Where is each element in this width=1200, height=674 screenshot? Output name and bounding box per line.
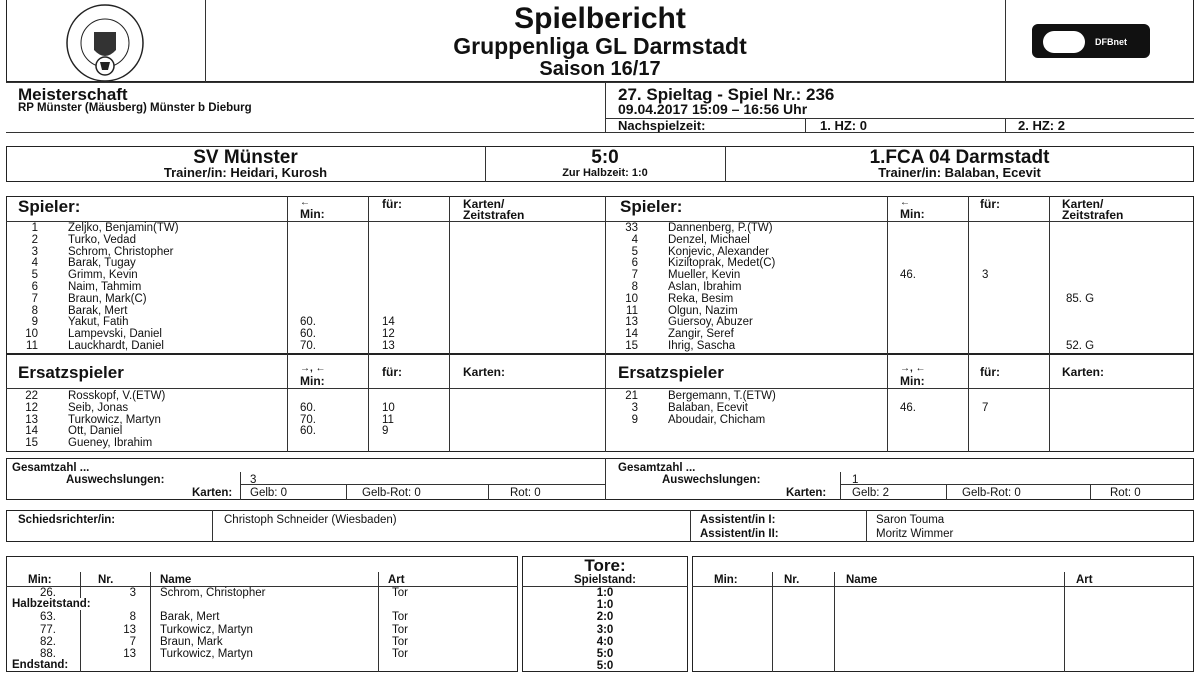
match-datetime: 09.04.2017 15:09 – 16:56 Uhr bbox=[618, 101, 808, 117]
extra-time-hz1: 1. HZ: 0 bbox=[820, 118, 867, 133]
goals-name-header: Name bbox=[160, 574, 192, 586]
player-name: Braun, Mark(C) bbox=[68, 292, 147, 305]
player-number: 12 bbox=[25, 401, 38, 414]
player-name: Zangir, Seref bbox=[668, 328, 734, 341]
players-box bbox=[6, 196, 1194, 354]
player-name: Naim, Tahmim bbox=[68, 281, 142, 293]
player-number: 7 bbox=[31, 292, 38, 305]
player-number: 10 bbox=[25, 328, 38, 341]
goal-minute: 26. bbox=[40, 587, 56, 599]
goal-player-number: 13 bbox=[123, 623, 136, 636]
player-sub-for: 3 bbox=[982, 269, 989, 282]
assistant2-name: Moritz Wimmer bbox=[876, 528, 954, 540]
player-name: Schrom, Christopher bbox=[68, 245, 174, 258]
player-number: 9 bbox=[31, 316, 38, 329]
final-score: 5:0 bbox=[591, 147, 619, 168]
player-number: 13 bbox=[25, 413, 38, 426]
player-name: Lauckhardt, Daniel bbox=[68, 340, 164, 352]
goals-min-header: Min: bbox=[28, 574, 52, 586]
player-number: 11 bbox=[26, 340, 38, 352]
away-subs-count: 1 bbox=[852, 474, 859, 486]
goals-away-min-header: Min: bbox=[714, 574, 738, 586]
player-number: 11 bbox=[626, 304, 638, 317]
player-sub-for: 14 bbox=[382, 316, 395, 329]
home-yellow: Gelb: 0 bbox=[250, 487, 288, 499]
goal-player-name: Schrom, Christopher bbox=[160, 587, 266, 599]
player-sub-minute: 70. bbox=[300, 340, 316, 352]
goal-player-number: 13 bbox=[123, 648, 136, 660]
player-number: 22 bbox=[25, 390, 38, 402]
goal-player-name: Barak, Mert bbox=[160, 611, 220, 624]
player-number: 4 bbox=[631, 233, 638, 246]
player-sub-for: 7 bbox=[982, 401, 989, 414]
away-cards-header-1: Karten/ bbox=[1062, 197, 1104, 211]
player-name: Grimm, Kevin bbox=[68, 269, 138, 282]
goals-score-label: Spielstand: bbox=[574, 574, 636, 586]
home-min-header: Min: bbox=[300, 207, 325, 221]
player-sub-minute: 60. bbox=[300, 401, 316, 414]
season: Saison 16/17 bbox=[539, 58, 661, 80]
goals-away-nr-header: Nr. bbox=[784, 574, 800, 586]
player-number: 6 bbox=[31, 281, 38, 293]
player-name: Reka, Besim bbox=[668, 292, 734, 305]
extra-time-label: Nachspielzeit: bbox=[618, 118, 706, 133]
player-number: 5 bbox=[31, 269, 38, 282]
player-sub-minute: 70. bbox=[300, 413, 316, 426]
away-red: Rot: 0 bbox=[1110, 487, 1141, 499]
goal-player-name: Turkowicz, Martyn bbox=[160, 648, 253, 660]
away-coach: Trainer/in: Balaban, Ecevit bbox=[878, 165, 1041, 180]
player-sub-minute: 60. bbox=[300, 328, 316, 341]
goal-minute: 77. bbox=[40, 623, 56, 636]
goal-score: 2:0 bbox=[596, 611, 614, 624]
player-number: 8 bbox=[31, 304, 38, 317]
goals-nr-header: Nr. bbox=[98, 574, 114, 586]
halftime-label: Halbzeitstand: bbox=[12, 598, 95, 610]
player-cards: 52. G bbox=[1066, 340, 1095, 352]
player-number: 21 bbox=[625, 390, 638, 402]
away-team: 1.FCA 04 Darmstadt bbox=[869, 147, 1050, 168]
assistant1-name: Saron Touma bbox=[876, 514, 945, 526]
player-sub-for: 13 bbox=[382, 340, 395, 352]
away-subs-count-label: Auswechslungen: bbox=[662, 474, 761, 486]
player-name: Kiziltoprak, Medet(C) bbox=[668, 257, 776, 270]
player-number: 3 bbox=[31, 245, 38, 258]
home-subs-cards-header: Karten: bbox=[463, 365, 506, 379]
player-name: Turkowicz, Martyn bbox=[68, 413, 161, 426]
home-subs-min-header: Min: bbox=[300, 374, 325, 388]
home-subs-for-header: für: bbox=[382, 365, 402, 379]
player-number: 15 bbox=[625, 340, 638, 352]
goal-minute: 63. bbox=[40, 611, 56, 624]
goal-type: Tor bbox=[392, 587, 408, 599]
player-name: Denzel, Michael bbox=[668, 233, 750, 246]
extra-time-hz2: 2. HZ: 2 bbox=[1018, 118, 1065, 133]
goals-type-header: Art bbox=[388, 574, 405, 586]
league-name: Gruppenliga GL Darmstadt bbox=[453, 33, 747, 59]
player-name: Seib, Jonas bbox=[68, 401, 129, 414]
assistant2-label: Assistent/in II: bbox=[700, 528, 779, 540]
goal-minute: 88. bbox=[40, 648, 56, 660]
home-subs-count-label: Auswechslungen: bbox=[66, 474, 165, 486]
player-number: 13 bbox=[625, 316, 638, 329]
goals-title: Tore: bbox=[584, 556, 626, 575]
dfbnet-logo: DFBnet bbox=[1032, 24, 1150, 58]
player-number: 10 bbox=[625, 292, 638, 305]
goal-type: Tor bbox=[392, 648, 408, 660]
goal-player-number: 3 bbox=[129, 587, 136, 599]
player-name: Yakut, Fatih bbox=[68, 316, 129, 329]
goal-player-name: Braun, Mark bbox=[160, 635, 223, 648]
player-name: Gueney, Ibrahim bbox=[68, 437, 153, 450]
player-number: 3 bbox=[631, 401, 638, 414]
player-number: 2 bbox=[31, 233, 38, 246]
goal-type: Tor bbox=[392, 635, 408, 648]
player-name: Turko, Vedad bbox=[68, 233, 136, 246]
goal-type: Tor bbox=[392, 611, 408, 624]
player-sub-for: 9 bbox=[382, 425, 389, 438]
goal-score: 1:0 bbox=[596, 587, 614, 599]
goals-away-type-header: Art bbox=[1076, 574, 1093, 586]
goal-player-number: 7 bbox=[129, 635, 136, 648]
player-number: 15 bbox=[25, 437, 38, 450]
away-yellowred: Gelb-Rot: 0 bbox=[962, 487, 1021, 499]
player-name: Olgun, Nazim bbox=[668, 304, 738, 317]
goal-minute: 82. bbox=[40, 635, 56, 648]
player-sub-minute: 60. bbox=[300, 425, 316, 438]
matchday: 27. Spieltag - Spiel Nr.: 236 bbox=[618, 85, 835, 104]
home-subs-title: Ersatzspieler bbox=[18, 363, 124, 382]
away-players-title: Spieler: bbox=[620, 197, 683, 216]
goal-score: 1:0 bbox=[596, 599, 614, 612]
away-subs-for-header: für: bbox=[980, 365, 1000, 379]
home-for-header: für: bbox=[382, 197, 402, 211]
report-title: Spielbericht bbox=[514, 2, 686, 35]
player-number: 14 bbox=[625, 328, 638, 341]
referee-name: Christoph Schneider (Wiesbaden) bbox=[224, 514, 397, 526]
player-number: 1 bbox=[31, 222, 38, 234]
player-name: Dannenberg, P.(TW) bbox=[668, 222, 773, 234]
goals-away-name-header: Name bbox=[846, 574, 878, 586]
player-sub-for: 10 bbox=[382, 401, 395, 414]
player-number: 4 bbox=[31, 257, 38, 270]
home-cards-header-1: Karten/ bbox=[463, 197, 505, 211]
goal-score: 4:0 bbox=[596, 635, 614, 648]
goals-away-box bbox=[692, 556, 1194, 672]
referee-label: Schiedsrichter/in: bbox=[18, 514, 116, 526]
goal-score: 5:0 bbox=[596, 660, 614, 673]
home-players-title: Spieler: bbox=[18, 197, 81, 216]
player-number: 7 bbox=[631, 269, 638, 282]
endstand-label: Endstand: bbox=[12, 659, 72, 671]
home-subs-count: 3 bbox=[250, 474, 257, 486]
player-name: Aboudair, Chicham bbox=[668, 413, 766, 426]
venue: RP Münster (Mäusberg) Münster b Dieburg bbox=[18, 102, 252, 114]
player-number: 8 bbox=[631, 281, 638, 293]
player-name: Ott, Daniel bbox=[68, 425, 123, 438]
assistant1-label: Assistent/in I: bbox=[700, 514, 776, 526]
goal-player-name: Turkowicz, Martyn bbox=[160, 623, 253, 636]
goal-score: 3:0 bbox=[596, 623, 614, 636]
goals-home-box bbox=[6, 556, 518, 672]
away-cards-header-2: Zeitstrafen bbox=[1062, 208, 1124, 222]
halftime-score: Zur Halbzeit: 1:0 bbox=[562, 167, 648, 179]
player-name: Barak, Mert bbox=[68, 304, 128, 317]
player-name: Aslan, Ibrahim bbox=[668, 281, 742, 293]
home-yellowred: Gelb-Rot: 0 bbox=[362, 487, 421, 499]
player-name: Lampevski, Daniel bbox=[68, 328, 162, 341]
away-for-header: für: bbox=[980, 197, 1000, 211]
subs-box bbox=[6, 354, 1194, 452]
player-name: Mueller, Kevin bbox=[668, 269, 741, 282]
player-sub-minute: 46. bbox=[900, 401, 916, 414]
goal-type: Tor bbox=[392, 623, 408, 636]
away-subs-title: Ersatzspieler bbox=[618, 363, 724, 382]
player-sub-for: 11 bbox=[382, 413, 394, 426]
home-cards-header-2: Zeitstrafen bbox=[463, 208, 525, 222]
home-team: SV Münster bbox=[193, 147, 298, 168]
player-name: Bergemann, T.(ETW) bbox=[668, 390, 776, 402]
player-name: Konjevic, Alexander bbox=[668, 245, 770, 258]
player-name: Rosskopf, V.(ETW) bbox=[68, 390, 166, 402]
player-number: 14 bbox=[25, 425, 38, 438]
player-number: 6 bbox=[631, 257, 638, 270]
player-name: Guersoy, Abuzer bbox=[668, 316, 753, 329]
officials-box bbox=[6, 510, 1194, 542]
home-red: Rot: 0 bbox=[510, 487, 541, 499]
away-totals-label: Gesamtzahl ... bbox=[618, 462, 696, 474]
player-cards: 85. G bbox=[1066, 292, 1095, 305]
player-name: Barak, Tugay bbox=[68, 257, 136, 270]
player-name: Ihrig, Sascha bbox=[668, 340, 736, 352]
away-subs-min-header: Min: bbox=[900, 374, 925, 388]
away-subs-cards-header: Karten: bbox=[1062, 365, 1105, 379]
player-number: 5 bbox=[631, 245, 638, 258]
player-sub-for: 12 bbox=[382, 328, 395, 341]
goal-player-number: 8 bbox=[129, 611, 136, 624]
away-cards-label: Karten: bbox=[786, 487, 827, 499]
player-name: Balaban, Ecevit bbox=[668, 401, 748, 414]
away-yellow: Gelb: 2 bbox=[852, 487, 890, 499]
player-number: 33 bbox=[625, 222, 638, 234]
player-sub-minute: 60. bbox=[300, 316, 316, 329]
competition: Meisterschaft bbox=[18, 85, 128, 104]
home-cards-label: Karten: bbox=[192, 487, 233, 499]
away-min-header: Min: bbox=[900, 207, 925, 221]
player-number: 9 bbox=[631, 413, 638, 426]
player-sub-minute: 46. bbox=[900, 269, 916, 282]
home-coach: Trainer/in: Heidari, Kurosh bbox=[163, 165, 328, 180]
player-name: Zeljko, Benjamin(TW) bbox=[68, 222, 179, 234]
home-totals-label: Gesamtzahl ... bbox=[12, 462, 90, 474]
goal-score: 5:0 bbox=[596, 648, 614, 660]
